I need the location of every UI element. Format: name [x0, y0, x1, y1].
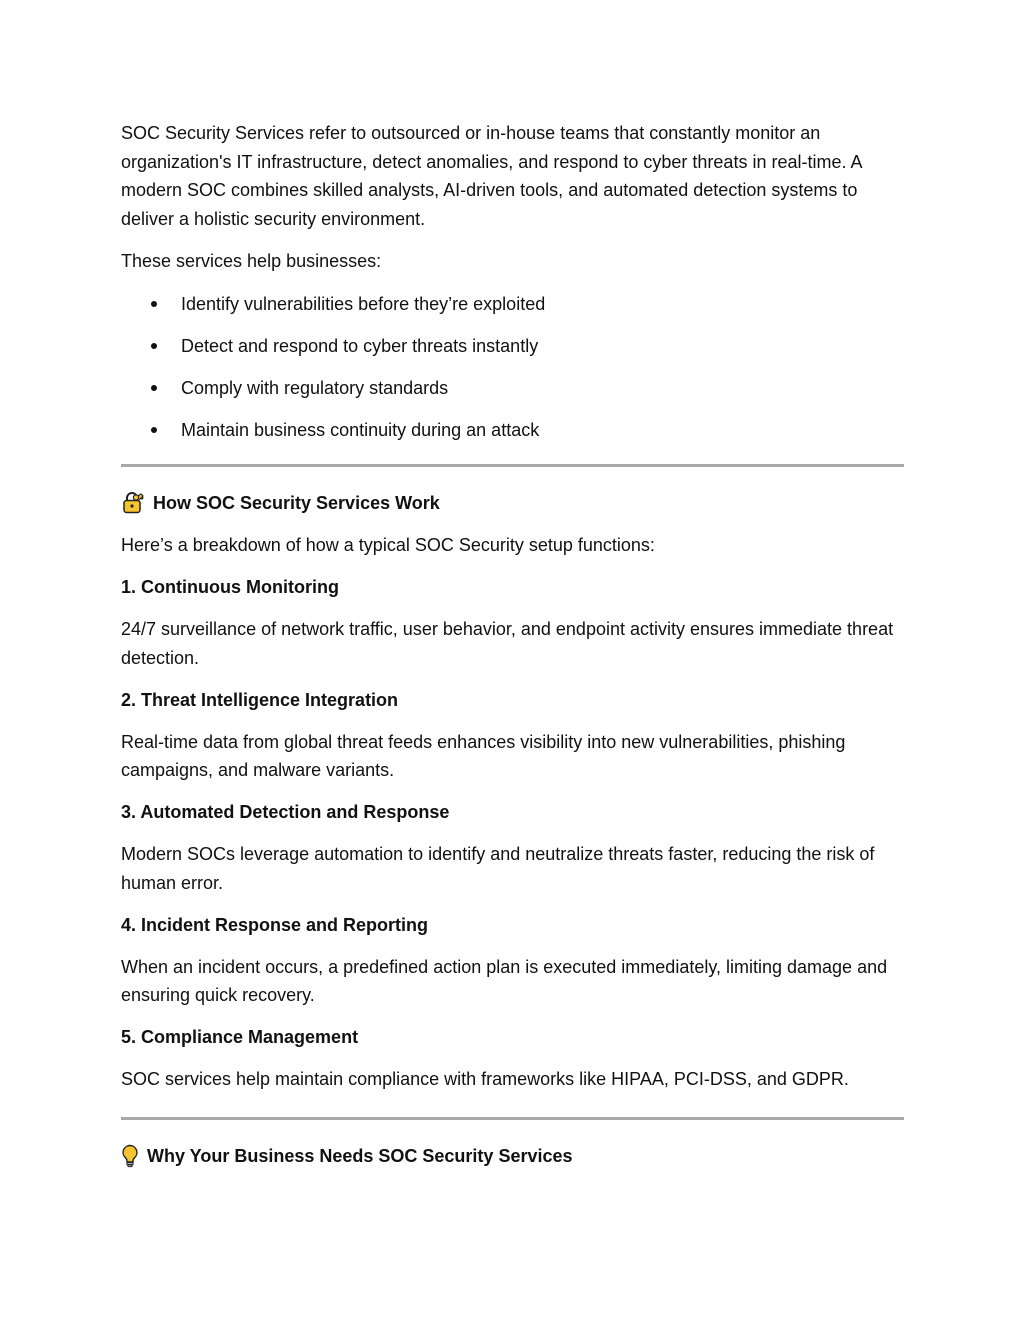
list-item [121, 416, 904, 445]
bullet-icon [151, 385, 157, 391]
bullet-icon [151, 427, 157, 433]
list-item-text: Detect and respond to cyber threats instantly [181, 335, 539, 356]
benefits-list [121, 290, 904, 445]
section-divider [121, 1117, 904, 1120]
step-title: 5. Compliance Management [121, 1027, 359, 1047]
list-item-text: Comply with regulatory standards [181, 377, 449, 398]
section-heading-text: How SOC Security Services Work [153, 493, 440, 513]
bullet-icon [151, 301, 157, 307]
step-body: Modern SOCs leverage automation to identify and neutralize threats faster, reducing the risk of human error. [121, 844, 875, 893]
bullet-icon [151, 343, 157, 349]
step-body: SOC services help maintain compliance with frameworks like HIPAA, PCI-DSS, and GDPR. [121, 1069, 849, 1089]
section-heading-why [121, 1142, 904, 1171]
step-title: 3. Automated Detection and Response [121, 802, 450, 822]
step-body: 24/7 surveillance of network traffic, user behavior, and endpoint activity ensures immediate threat detection. [121, 619, 894, 668]
section-heading-how [121, 489, 904, 518]
list-item [121, 290, 904, 319]
step-body: Real-time data from global threat feeds enhances visibility into new vulnerabilities, phishing campaigns, and malware variants. [121, 731, 846, 780]
list-item-text: Identify vulnerabilities before they’re exploited [181, 293, 546, 314]
breakdown-lead: Here’s a breakdown of how a typical SOC Security setup functions: [121, 535, 655, 555]
section-heading-text: Why Your Business Needs SOC Security Services [147, 1145, 573, 1166]
list-item-text: Maintain business continuity during an attack [181, 419, 540, 440]
intro-lead: These services help businesses: [121, 251, 382, 271]
document-content [121, 119, 904, 1184]
step-title: 2. Threat Intelligence Integration [121, 689, 399, 710]
intro-paragraph: SOC Security Services refer to outsourced or in-house teams that constantly monitor an organization's IT infrastructure, detect anomalies, and respond to cyber threats in real-time. A modern SOC combines skilled analysts, AI-driven tools, and automated detection systems to deliver a holistic security environment. [121, 123, 862, 229]
lock-with-key-icon [121, 491, 145, 515]
section-divider [121, 464, 904, 467]
list-item [121, 374, 904, 403]
step-body: When an incident occurs, a predefined action plan is executed immediately, limiting damage and ensuring quick recovery. [121, 956, 888, 1005]
list-item [121, 332, 904, 361]
step-title: 1. Continuous Monitoring [121, 577, 339, 597]
step-title: 4. Incident Response and Reporting [121, 914, 429, 935]
lightbulb-icon [121, 1144, 139, 1168]
